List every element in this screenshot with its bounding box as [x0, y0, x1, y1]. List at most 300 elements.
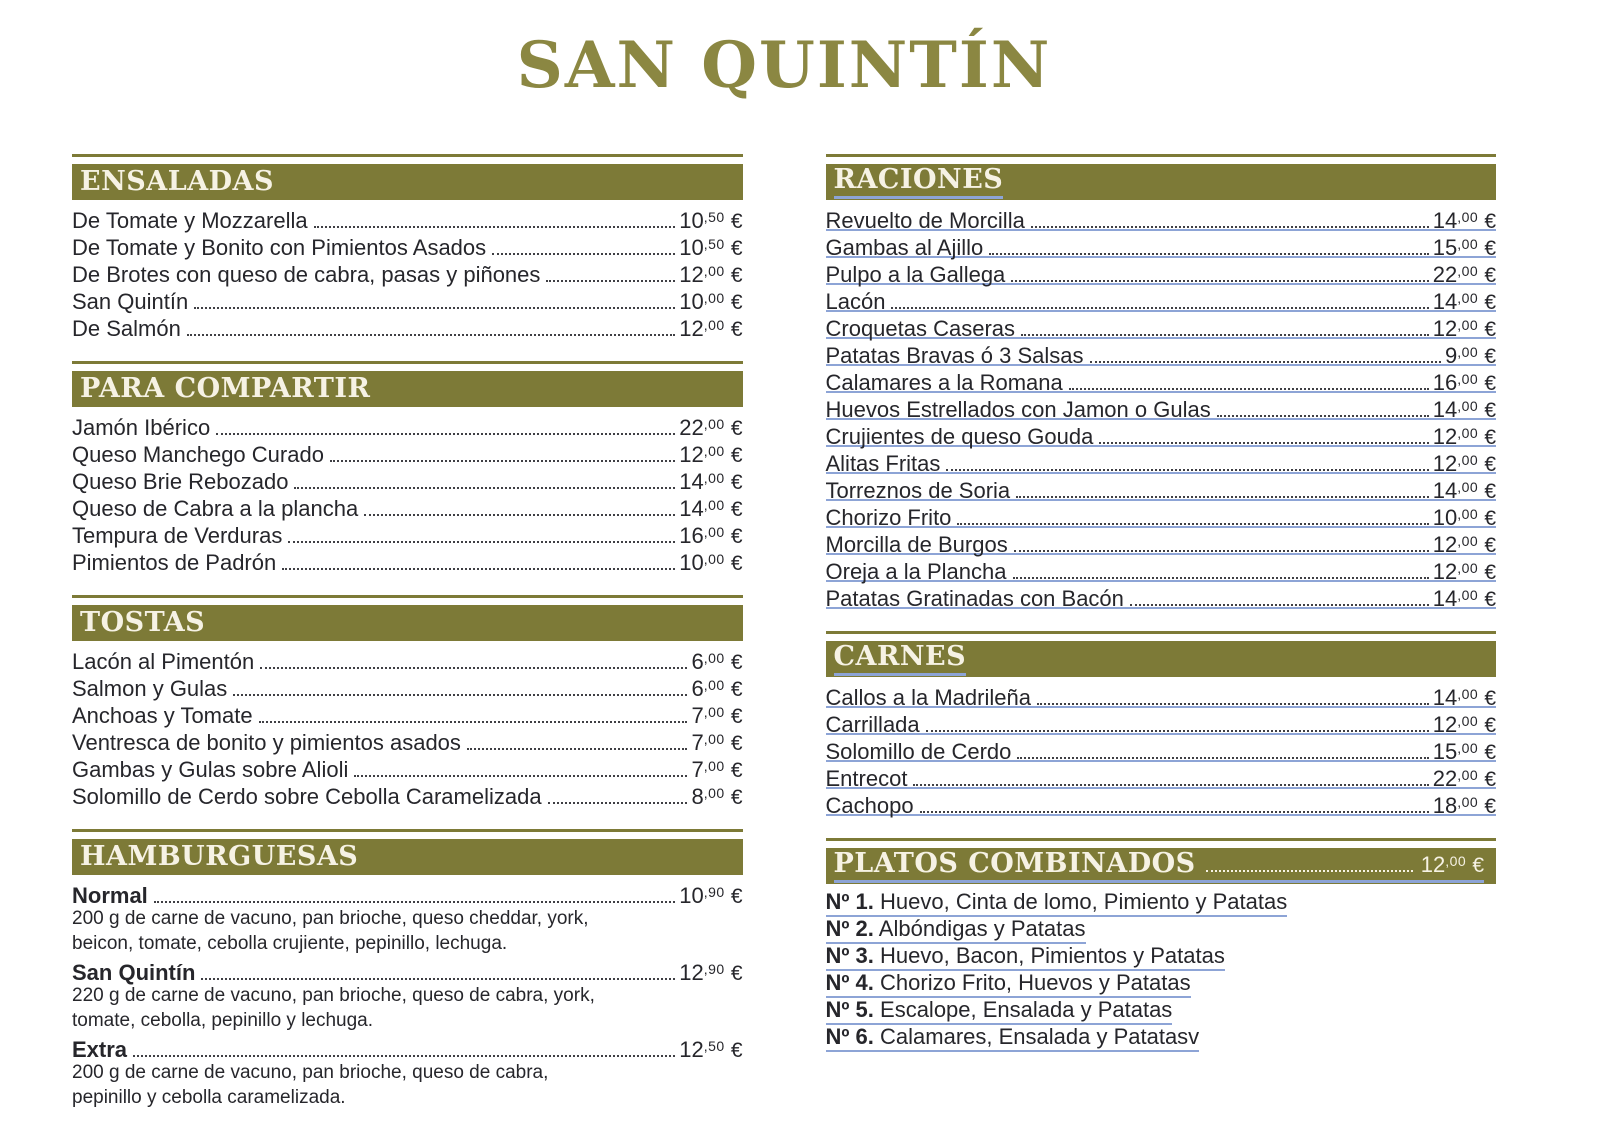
section-header-inner — [834, 642, 967, 676]
section-top-rule — [826, 154, 1497, 157]
item-name: Queso de Cabra a la plancha — [72, 496, 359, 521]
dotted-leader — [492, 253, 675, 255]
dotted-leader — [1013, 577, 1429, 579]
item-name: Callos a la Madrileña — [825, 685, 1031, 710]
price-cents: ,50 — [703, 209, 725, 225]
menu-item-text — [826, 916, 1086, 944]
dotted-leader — [1016, 496, 1429, 498]
item-name: Ventresca de bonito y pimientos asados — [72, 730, 461, 755]
price-cents: ,00 — [1457, 344, 1479, 360]
price-int: 12 — [679, 442, 704, 467]
dotted-leader — [282, 568, 675, 570]
dotted-leader — [1037, 703, 1429, 705]
dotted-leader — [194, 307, 675, 309]
menu-item — [826, 528, 1497, 555]
item-name: Cachopo — [825, 793, 914, 818]
section-top-rule — [826, 838, 1497, 841]
menu-item — [826, 420, 1497, 447]
dotted-leader — [1031, 226, 1429, 228]
left-column — [72, 154, 743, 1132]
price-cents: ,00 — [1457, 686, 1479, 702]
section-ensaladas — [72, 154, 743, 339]
section-header-price — [1421, 852, 1484, 878]
item-name: De Tomate y Mozzarella — [72, 208, 308, 233]
euro-sign: € — [1484, 480, 1496, 503]
item-name: San Quintín — [72, 960, 196, 985]
section-header-bar — [72, 839, 743, 875]
price-int: 10 — [679, 883, 704, 908]
dotted-leader — [1021, 334, 1429, 336]
menu-item — [72, 780, 743, 807]
section-header-inner — [834, 849, 1485, 883]
item-description-line: tomate, cebolla, pepinillo y lechuga. — [72, 1010, 374, 1031]
menu-item-text — [826, 970, 1191, 998]
euro-sign: € — [730, 678, 743, 701]
price-cents: ,90 — [703, 884, 725, 900]
item-name: Chorizo Frito, Huevos y Patatas — [880, 970, 1191, 995]
price-cents: ,00 — [1457, 371, 1479, 387]
section-header-inner — [80, 167, 274, 198]
section-title: TOSTAS — [80, 606, 206, 638]
price-cents: ,00 — [1457, 209, 1479, 225]
menu-item-text — [826, 1024, 1200, 1052]
dotted-leader — [154, 901, 675, 903]
price-int: 7 — [691, 703, 704, 728]
menu-item — [72, 258, 743, 285]
dotted-leader — [260, 667, 687, 669]
dotted-leader — [1011, 280, 1428, 282]
dotted-leader — [233, 694, 687, 696]
euro-sign: € — [1484, 534, 1496, 557]
menu-item — [826, 501, 1497, 528]
price-int: 18 — [1432, 793, 1458, 818]
menu-item — [826, 555, 1497, 582]
price-int: 12 — [1432, 424, 1458, 449]
section-para-compartir — [72, 361, 743, 573]
menu-item-text — [826, 943, 1225, 971]
menu-item — [72, 699, 743, 726]
menu-item — [72, 1033, 743, 1060]
item-name: Pulpo a la Gallega — [825, 262, 1006, 287]
item-name: Oreja a la Plancha — [825, 559, 1007, 584]
item-price — [1433, 789, 1496, 820]
price-cents: ,00 — [1457, 317, 1479, 333]
menu-item — [72, 492, 743, 519]
dotted-leader — [913, 784, 1428, 786]
item-name: Tempura de Verduras — [72, 523, 283, 548]
euro-sign: € — [730, 444, 743, 467]
item-price — [1433, 582, 1496, 613]
price-int: 22 — [679, 415, 704, 440]
item-number: Nº 3. — [825, 943, 874, 968]
item-name: Huevos Estrellados con Jamon o Gulas — [825, 397, 1211, 422]
price-cents: ,00 — [1457, 740, 1479, 756]
item-number: Nº 1. — [825, 889, 874, 914]
menu-columns — [72, 154, 1496, 1132]
price-cents: ,50 — [703, 236, 725, 252]
dotted-leader — [1069, 388, 1429, 390]
euro-sign: € — [1484, 345, 1496, 368]
section-header-bar — [826, 848, 1497, 884]
price-int: 14 — [679, 496, 704, 521]
menu-item — [72, 411, 743, 438]
price-cents: ,00 — [703, 731, 725, 747]
section-top-rule — [72, 829, 743, 832]
dotted-leader — [294, 487, 675, 489]
price-cents: ,90 — [703, 961, 725, 977]
menu-item — [72, 465, 743, 492]
section-header-bar — [826, 164, 1497, 200]
price-int: 14 — [1432, 685, 1458, 710]
item-name: Patatas Gratinadas con Bacón — [825, 586, 1124, 611]
price-int: 6 — [691, 676, 704, 701]
item-number: Nº 2. — [825, 916, 874, 941]
item-number: Nº 5. — [825, 997, 874, 1022]
price-cents: ,00 — [703, 677, 725, 693]
item-name: Lacón — [825, 289, 886, 314]
section-title: PLATOS COMBINADOS — [833, 848, 1196, 879]
menu-item — [72, 438, 743, 465]
section-items — [826, 204, 1497, 609]
price-int: 12 — [1420, 852, 1446, 877]
dotted-leader — [216, 433, 675, 435]
price-cents: ,00 — [703, 497, 725, 513]
menu-item — [826, 762, 1497, 789]
section-carnes — [826, 631, 1497, 816]
price-int: 12 — [1432, 712, 1458, 737]
dotted-leader — [548, 802, 688, 804]
euro-sign: € — [730, 962, 743, 985]
price-int: 12 — [679, 960, 704, 985]
dotted-leader — [1130, 604, 1429, 606]
dotted-leader — [354, 775, 687, 777]
dotted-leader — [467, 748, 688, 750]
price-cents: ,00 — [1457, 479, 1479, 495]
section-header-inner — [834, 165, 1004, 199]
price-int: 12 — [1432, 532, 1458, 557]
item-name: Albóndigas y Patatas — [878, 916, 1086, 941]
menu-item — [826, 996, 1497, 1023]
section-top-rule — [72, 595, 743, 598]
menu-item — [826, 231, 1497, 258]
menu-item — [826, 339, 1497, 366]
item-name: Lacón al Pimentón — [72, 649, 255, 674]
price-int: 14 — [679, 469, 704, 494]
price-cents: ,00 — [1457, 533, 1479, 549]
menu-item — [826, 789, 1497, 816]
section-items — [72, 645, 743, 807]
menu-item — [826, 735, 1497, 762]
price-cents: ,00 — [703, 470, 725, 486]
dotted-leader — [288, 541, 675, 543]
menu-item — [826, 888, 1497, 915]
price-cents: ,00 — [703, 551, 725, 567]
price-int: 8 — [691, 784, 704, 809]
menu-item — [826, 285, 1497, 312]
euro-sign: € — [1484, 795, 1496, 818]
price-cents: ,00 — [703, 263, 725, 279]
item-name: San Quintín — [72, 289, 189, 314]
euro-sign: € — [730, 291, 743, 314]
euro-sign: € — [730, 417, 743, 440]
right-column — [826, 154, 1497, 1132]
section-raciones — [826, 154, 1497, 609]
dotted-leader — [957, 523, 1428, 525]
price-cents: ,00 — [703, 650, 725, 666]
dotted-leader — [989, 253, 1428, 255]
euro-sign: € — [1484, 372, 1496, 395]
item-name: Carrillada — [825, 712, 920, 737]
price-cents: ,00 — [703, 785, 725, 801]
euro-sign: € — [730, 498, 743, 521]
euro-sign: € — [1484, 768, 1496, 791]
item-name: Torreznos de Soria — [825, 478, 1011, 503]
price-int: 12 — [679, 316, 704, 341]
dotted-leader — [946, 469, 1428, 471]
item-price — [691, 780, 742, 811]
euro-sign: € — [1484, 507, 1496, 530]
price-int: 7 — [691, 730, 704, 755]
euro-sign: € — [730, 759, 743, 782]
item-description-line: beicon, tomate, cebolla crujiente, pepinillo, lechuga. — [72, 933, 508, 954]
item-name: Solomillo de Cerdo — [825, 739, 1012, 764]
price-int: 22 — [1432, 262, 1458, 287]
euro-sign: € — [730, 318, 743, 341]
menu-item — [72, 726, 743, 753]
price-int: 14 — [1432, 208, 1458, 233]
price-int: 10 — [1432, 505, 1458, 530]
price-int: 12 — [679, 1037, 704, 1062]
item-name: Revuelto de Morcilla — [825, 208, 1025, 233]
menu-item — [826, 708, 1497, 735]
dotted-leader — [364, 514, 675, 516]
price-cents: ,00 — [703, 290, 725, 306]
item-name: De Salmón — [72, 316, 181, 341]
price-int: 10 — [679, 208, 704, 233]
euro-sign: € — [1472, 854, 1484, 877]
price-cents: ,00 — [1457, 236, 1479, 252]
price-int: 14 — [1432, 478, 1458, 503]
section-items — [72, 879, 743, 1110]
price-cents: ,50 — [703, 1038, 725, 1054]
item-name: Alitas Fritas — [825, 451, 941, 476]
menu-item — [826, 681, 1497, 708]
euro-sign: € — [730, 471, 743, 494]
section-title: HAMBURGUESAS — [80, 840, 359, 872]
price-int: 15 — [1432, 235, 1458, 260]
price-int: 16 — [679, 523, 704, 548]
dotted-leader — [1014, 550, 1429, 552]
price-int: 10 — [679, 550, 704, 575]
menu-item — [72, 312, 743, 339]
section-hamburguesas — [72, 829, 743, 1110]
euro-sign: € — [1484, 237, 1496, 260]
section-items — [72, 411, 743, 573]
section-platos-combinados — [826, 838, 1497, 1050]
price-int: 9 — [1444, 343, 1458, 368]
dotted-leader — [1099, 442, 1428, 444]
item-name: De Brotes con queso de cabra, pasas y piñones — [72, 262, 541, 287]
menu-item — [826, 942, 1497, 969]
dotted-leader — [546, 280, 675, 282]
menu-item — [72, 672, 743, 699]
euro-sign: € — [730, 210, 743, 233]
price-cents: ,00 — [1457, 794, 1479, 810]
menu-item — [72, 546, 743, 573]
price-cents: ,00 — [1457, 587, 1479, 603]
dotted-leader — [187, 334, 675, 336]
price-cents: ,00 — [1457, 452, 1479, 468]
price-int: 12 — [1432, 316, 1458, 341]
price-int: 14 — [1432, 586, 1458, 611]
euro-sign: € — [1484, 741, 1496, 764]
page-title: SAN QUINTÍN — [516, 28, 1052, 103]
section-header-bar — [72, 605, 743, 641]
price-cents: ,00 — [1457, 713, 1479, 729]
menu-item — [826, 969, 1497, 996]
dotted-leader — [259, 721, 688, 723]
item-name: Calamares, Ensalada y Patatasv — [880, 1024, 1200, 1049]
dotted-leader — [920, 811, 1429, 813]
dotted-leader — [1017, 757, 1428, 759]
price-cents: ,00 — [703, 443, 725, 459]
section-top-rule — [72, 361, 743, 364]
section-header-bar — [72, 371, 743, 407]
menu-item-text — [826, 889, 1288, 917]
section-top-rule — [826, 631, 1497, 634]
dotted-leader — [1217, 415, 1429, 417]
dotted-leader — [1206, 870, 1413, 872]
price-int: 14 — [1432, 397, 1458, 422]
price-cents: ,00 — [1457, 425, 1479, 441]
price-int: 16 — [1432, 370, 1458, 395]
price-int: 22 — [1432, 766, 1458, 791]
euro-sign: € — [1484, 561, 1496, 584]
item-name: Escalope, Ensalada y Patatas — [880, 997, 1173, 1022]
item-name: Jamón Ibérico — [72, 415, 211, 440]
price-cents: ,00 — [703, 704, 725, 720]
euro-sign: € — [730, 786, 743, 809]
price-cents: ,00 — [1457, 767, 1479, 783]
euro-sign: € — [730, 552, 743, 575]
menu-item — [72, 285, 743, 312]
price-cents: ,00 — [703, 758, 725, 774]
dotted-leader — [926, 730, 1429, 732]
item-name: Morcilla de Burgos — [825, 532, 1008, 557]
item-name: De Tomate y Bonito con Pimientos Asados — [72, 235, 487, 260]
price-int: 12 — [1432, 451, 1458, 476]
euro-sign: € — [1484, 588, 1496, 611]
menu-item — [826, 582, 1497, 609]
menu-item — [826, 393, 1497, 420]
item-name: Gambas y Gulas sobre Alioli — [72, 757, 349, 782]
item-name: Pimientos de Padrón — [72, 550, 277, 575]
item-description-line: pepinillo y cebolla caramelizada. — [72, 1087, 346, 1108]
dotted-leader — [133, 1055, 675, 1057]
section-header-bar — [826, 641, 1497, 677]
item-price — [679, 546, 742, 577]
item-name: Crujientes de queso Gouda — [825, 424, 1094, 449]
item-name: Croquetas Caseras — [825, 316, 1016, 341]
item-name: Queso Manchego Curado — [72, 442, 324, 467]
euro-sign: € — [1484, 399, 1496, 422]
menu-item — [826, 204, 1497, 231]
item-price — [679, 312, 742, 343]
item-name: Gambas al Ajillo — [825, 235, 984, 260]
section-title: PARA COMPARTIR — [80, 372, 371, 404]
item-description-line: 200 g de carne de vacuno, pan brioche, queso de cabra, — [72, 1062, 549, 1083]
menu-item-text — [826, 997, 1173, 1025]
section-title: RACIONES — [833, 164, 1004, 195]
euro-sign: € — [730, 264, 743, 287]
menu-item — [72, 231, 743, 258]
menu-item — [826, 366, 1497, 393]
item-name: Salmon y Gulas — [72, 676, 228, 701]
price-int: 6 — [691, 649, 704, 674]
item-name: Calamares a la Romana — [825, 370, 1063, 395]
euro-sign: € — [1484, 714, 1496, 737]
dotted-leader — [330, 460, 675, 462]
dotted-leader — [1090, 361, 1441, 363]
menu-item — [826, 1023, 1497, 1050]
menu-item — [72, 645, 743, 672]
item-name: Patatas Bravas ó 3 Salsas — [825, 343, 1084, 368]
section-items — [72, 204, 743, 339]
menu-item — [826, 915, 1497, 942]
menu-item — [826, 312, 1497, 339]
dotted-leader — [314, 226, 676, 228]
section-header-inner — [80, 374, 370, 405]
menu-item — [72, 879, 743, 906]
section-tostas — [72, 595, 743, 807]
section-header-bar — [72, 164, 743, 200]
menu-item — [72, 753, 743, 780]
euro-sign: € — [1484, 687, 1496, 710]
item-name: Queso Brie Rebozado — [72, 469, 289, 494]
section-title: ENSALADAS — [80, 165, 275, 197]
menu-item — [72, 519, 743, 546]
price-cents: ,00 — [1457, 506, 1479, 522]
dotted-leader — [891, 307, 1428, 309]
euro-sign: € — [730, 525, 743, 548]
euro-sign: € — [730, 732, 743, 755]
price-cents: ,00 — [1457, 560, 1479, 576]
euro-sign: € — [1484, 291, 1496, 314]
euro-sign: € — [730, 705, 743, 728]
euro-sign: € — [730, 885, 743, 908]
price-int: 10 — [679, 289, 704, 314]
euro-sign: € — [1484, 426, 1496, 449]
item-description-line: 220 g de carne de vacuno, pan brioche, queso de cabra, york, — [72, 985, 595, 1006]
menu-item — [72, 204, 743, 231]
euro-sign: € — [730, 1039, 743, 1062]
euro-sign: € — [1484, 453, 1496, 476]
section-items — [826, 681, 1497, 816]
euro-sign: € — [1484, 264, 1496, 287]
price-cents: ,00 — [1445, 853, 1467, 869]
price-cents: ,00 — [703, 416, 725, 432]
item-name: Chorizo Frito — [825, 505, 952, 530]
price-cents: ,00 — [1457, 290, 1479, 306]
euro-sign: € — [730, 651, 743, 674]
item-name: Solomillo de Cerdo sobre Cebolla Caramelizada — [72, 784, 542, 809]
euro-sign: € — [1484, 318, 1496, 341]
section-items — [826, 888, 1497, 1050]
price-cents: ,00 — [703, 524, 725, 540]
item-name: Extra — [72, 1037, 128, 1062]
item-name: Huevo, Bacon, Pimientos y Patatas — [880, 943, 1225, 968]
price-int: 12 — [679, 262, 704, 287]
